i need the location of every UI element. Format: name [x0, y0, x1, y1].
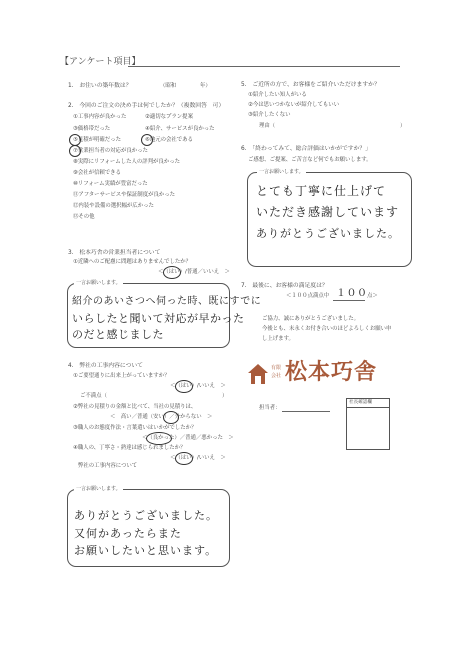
q3-text: 3. 松本巧舎の営業担当者について: [68, 250, 161, 256]
q2-option: ①工事内容が良かった: [73, 114, 127, 120]
answer-circle: [175, 380, 193, 393]
q6-answer-line: ありがとうございました。: [256, 227, 400, 240]
q1-era-prefix: （昭和: [160, 83, 177, 89]
q4-sub2: ②弊社の見積りの金額と比べて、当社の見積りは、: [73, 404, 197, 410]
stamp-label: 社長確認欄: [349, 400, 372, 405]
q4-complaint-close: ）: [222, 393, 228, 399]
q4-box-label: 一言お願いします。: [76, 486, 121, 492]
q6-text: 6. 「終わってみて、総合評価はいかがですか？」: [241, 146, 371, 152]
q4-sub1: ①ご要望通りに出来上がっていますか？: [73, 373, 170, 379]
logo-name: 松本巧舎: [285, 360, 378, 385]
q2-option: ④紹介、サービスが良かった: [145, 126, 215, 132]
q1-era-suffix: 年）: [200, 83, 211, 89]
q7-scale-suffix: 点＞: [367, 293, 378, 299]
q4-text: 4. 弊社の工事内容について: [68, 363, 143, 369]
q4-choice3: ＜（良かった）／普通／悪かった ＞: [142, 435, 234, 441]
staff-label: 担当者：: [259, 405, 281, 411]
closing-line: ご協力、誠にありがとうございました。: [262, 316, 360, 322]
q4-choice2: ＜ 高い／普通（安い）／分からない ＞: [110, 414, 213, 420]
q5-reason-label: 理由（: [259, 123, 276, 129]
q4-complaint: ご不満点（: [80, 393, 107, 399]
q2-option: ⑫内装や設備の選択幅が広かった: [73, 203, 154, 209]
q2-option: ②適切なプラン提案: [145, 114, 193, 120]
q4-sub4: ④職人の、丁寧さ・熟達は感じられましたか？: [73, 445, 186, 451]
answer-circle: [141, 134, 153, 146]
q3-answer-line: のだと感じました: [72, 328, 164, 341]
q5-text: 5. ご近所の方で、お客様をご紹介いただけますか？: [241, 82, 380, 88]
answer-circle: [175, 452, 193, 465]
page-title: 【アンケート項目】: [60, 57, 141, 67]
q4-sub3: ③職人のお態度作法・言葉遣いはいかがでしたか？: [73, 425, 197, 431]
answer-circle: [163, 266, 181, 279]
company-logo: [247, 361, 387, 387]
closing-line: 今後とも、末永くお付き合いのほどよろしくお願い申: [262, 326, 392, 332]
q7-scale-prefix: ＜１００点満点中: [286, 293, 330, 299]
q2-option: ⑦営業担当者の対応が良かった: [73, 148, 148, 154]
answer-circle: [163, 411, 179, 424]
q2-option: ⑩リフォーム実績が豊富だった: [73, 181, 148, 187]
q2-option: ⑪アフターサービスや保証制度が良かった: [73, 192, 176, 198]
q3-sub: ①近隣へのご配慮に問題はありませんでしたか？: [73, 259, 192, 265]
q5-option: ③紹介したくない: [248, 112, 291, 118]
q5-reason-close: ）: [400, 123, 406, 129]
logo-small: 会社: [271, 373, 282, 379]
q3-choice: ＜（はい）/普通／いいえ ＞: [158, 269, 230, 275]
staff-underline: [282, 411, 330, 412]
q3-answer-line: いらしたと聞いて対応が早かった: [72, 312, 245, 325]
q5-option: ①紹介したい知人がいる: [248, 92, 307, 98]
q3-answer-line: 紹介のあいさつへ伺った時、既にすでに: [72, 296, 262, 307]
logo-small: 有限: [271, 365, 282, 371]
q2-option: ⑧実際にリフォームした人の評判が良かった: [73, 159, 180, 165]
q6-sub: ご感想、ご提案、ご苦言など何でもお願いします。: [248, 157, 372, 163]
q2-option: ③価格帯だった: [73, 126, 111, 132]
q4-choice1: ＜（はい）/いいえ ＞: [170, 383, 226, 389]
q2-text: 2. 今回のご注文の決め手は何でしたか？（複数回答 可）: [68, 103, 225, 109]
q5-option: ②今は思いつかないが紹介してもいい: [248, 102, 340, 108]
q6-box-label: 一言お願いします。: [259, 169, 304, 175]
q3-box-label: 一言お願いします。: [76, 280, 121, 286]
q1-text: 1. お住いの築年数は？: [68, 83, 132, 89]
q2-option: ⑬その他: [73, 214, 95, 220]
answer-circle: [146, 432, 172, 445]
q7-score: １００: [336, 288, 368, 299]
q2-option: ⑤見積が明確だった: [73, 137, 121, 143]
header-rule: [128, 66, 400, 67]
q4-choice4: ＜（はい）/いいえ ＞: [170, 455, 226, 461]
q4-answer-line: 又何かあったらまた: [74, 527, 182, 540]
q4-sub5: 弊社の工事内容について: [78, 463, 138, 469]
q4-answer-line: お願いしたいと思います。: [74, 544, 218, 557]
q6-answer-line: とても丁寧に仕上げて: [256, 184, 387, 198]
closing-line: し上げます。: [262, 336, 294, 342]
q2-option: ⑨会社が信頼できる: [73, 170, 121, 176]
q6-answer-line: いただき感謝しています: [256, 205, 400, 219]
q4-answer-line: ありがとうございました。: [74, 509, 218, 522]
q7-text: 7. 最後に、お客様の満足度は？: [241, 283, 328, 289]
q2-option: ⑥地元の会社である: [145, 137, 193, 143]
answer-circle: [69, 145, 81, 157]
stamp-box: [346, 398, 390, 450]
house-icon: [247, 363, 269, 385]
score-underline: [333, 300, 365, 301]
